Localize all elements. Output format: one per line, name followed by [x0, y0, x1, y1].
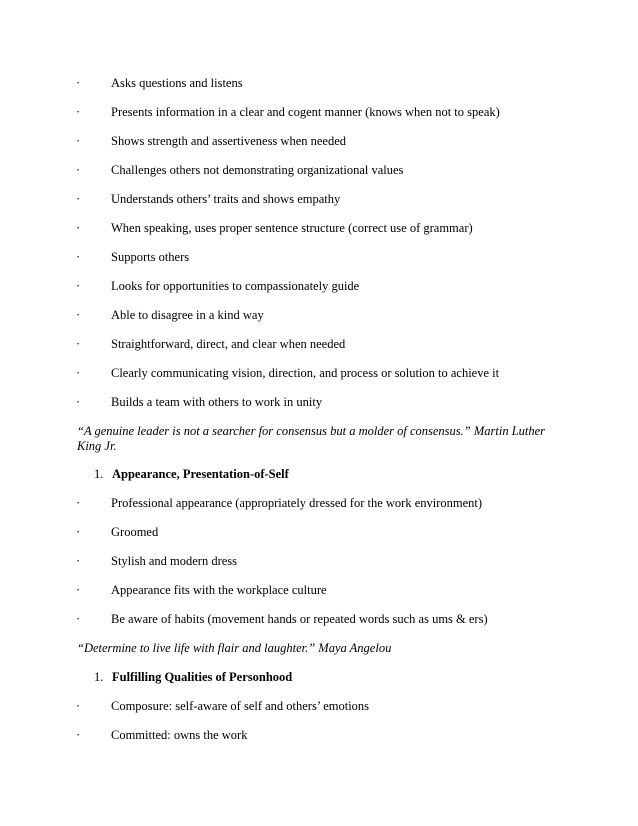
- list-item: Composure: self-aware of self and others’ emotions: [111, 699, 370, 713]
- list-item: Appearance fits with the workplace culture: [111, 583, 327, 597]
- list-item: Clearly communicating vision, direction, and process or solution to achieve it: [111, 366, 500, 380]
- section-heading-personhood: [94, 670, 292, 685]
- list-item: Stylish and modern dress: [111, 554, 238, 568]
- section-heading-appearance: [94, 467, 289, 482]
- list-item: Looks for opportunities to compassionately guide: [111, 279, 360, 293]
- list-item: Supports others: [111, 250, 190, 264]
- bullet-marker: ·: [76, 279, 81, 293]
- quote-angelou: “Determine to live life with flair and laughter.” Maya Angelou: [77, 641, 392, 655]
- heading-text: Appearance, Presentation-of-Self: [112, 467, 289, 481]
- heading-text: Fulfilling Qualities of Personhood: [112, 670, 293, 684]
- list-item: Understands others’ traits and shows empathy: [111, 192, 341, 206]
- list-item: Groomed: [111, 525, 159, 539]
- list-item: Challenges others not demonstrating organizational values: [111, 163, 404, 177]
- bullet-marker: ·: [76, 395, 81, 409]
- heading-number: 1.: [94, 670, 104, 684]
- heading-number: 1.: [94, 467, 104, 481]
- bullet-marker: ·: [76, 366, 81, 380]
- bullet-marker: ·: [76, 192, 81, 206]
- list-item: Committed: owns the work: [111, 728, 248, 742]
- quote-king: “A genuine leader is not a searcher for consensus but a molder of consensus.” Martin Luther King Jr.: [77, 424, 546, 453]
- bullet-marker: ·: [76, 612, 81, 626]
- bullet-marker: ·: [76, 76, 81, 90]
- list-item: Straightforward, direct, and clear when needed: [111, 337, 346, 351]
- list-item: Be aware of habits (movement hands or repeated words such as ums & ers): [111, 612, 488, 626]
- bullet-marker: ·: [76, 221, 81, 235]
- bullet-marker: ·: [76, 308, 81, 322]
- bullet-marker: ·: [76, 554, 81, 568]
- list-item: Professional appearance (appropriately dressed for the work environment): [111, 496, 483, 510]
- bullet-marker: ·: [76, 105, 81, 119]
- bullet-marker: ·: [76, 728, 81, 742]
- list-item: Builds a team with others to work in unity: [111, 395, 323, 409]
- bullet-marker: ·: [76, 337, 81, 351]
- bullet-marker: ·: [76, 250, 81, 264]
- list-item: When speaking, uses proper sentence structure (correct use of grammar): [111, 221, 473, 235]
- bullet-marker: ·: [76, 496, 81, 510]
- bullet-marker: ·: [76, 699, 81, 713]
- bullet-marker: ·: [76, 525, 81, 539]
- bullet-marker: ·: [76, 134, 81, 148]
- bullet-marker: ·: [76, 163, 81, 177]
- list-item: Able to disagree in a kind way: [111, 308, 264, 322]
- list-item: Presents information in a clear and cogent manner (knows when not to speak): [111, 105, 500, 119]
- list-item: Asks questions and listens: [111, 76, 243, 90]
- list-item: Shows strength and assertiveness when needed: [111, 134, 347, 148]
- bullet-marker: ·: [76, 583, 81, 597]
